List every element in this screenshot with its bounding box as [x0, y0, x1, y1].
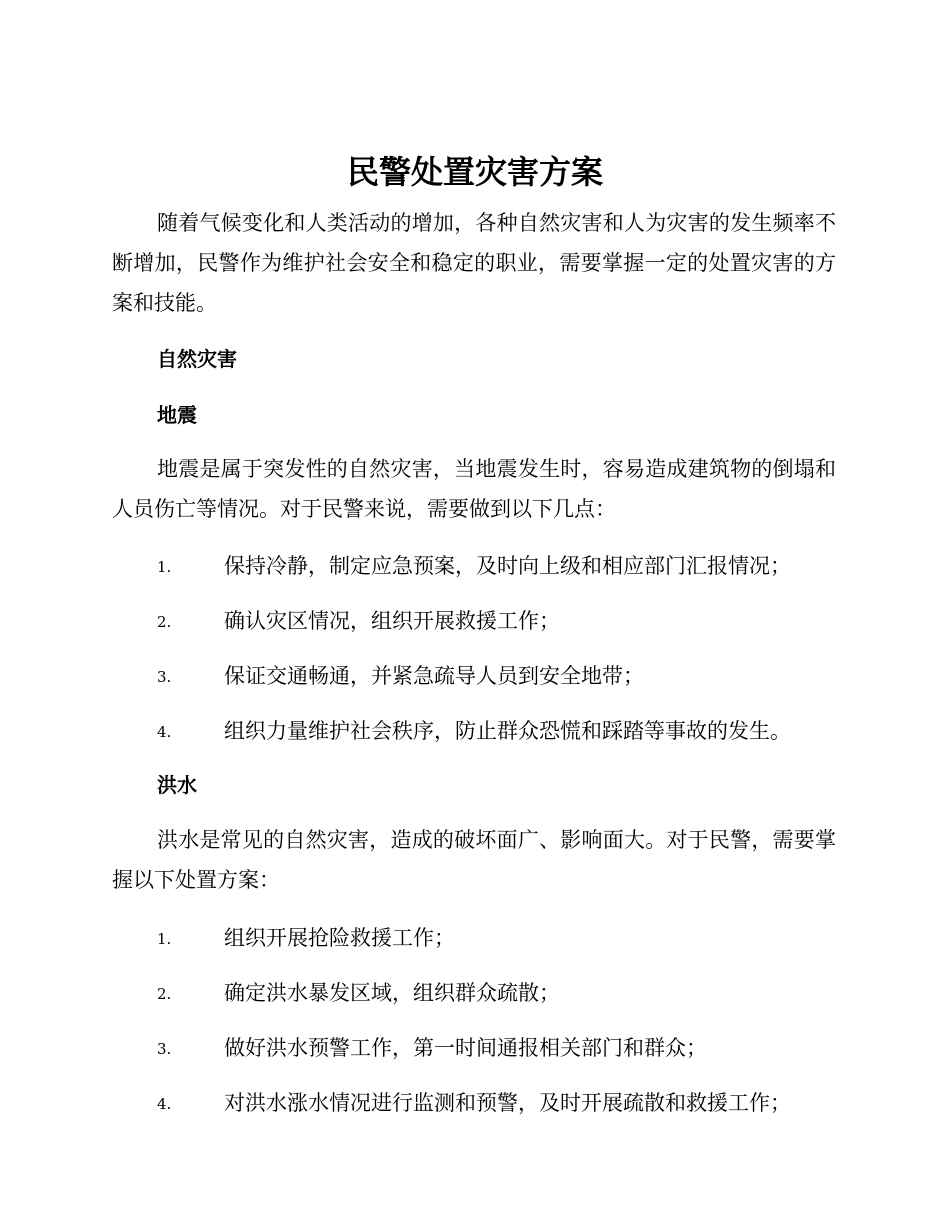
list-item-number: 3.	[157, 668, 172, 686]
subheading-flood: 洪水	[157, 773, 197, 797]
intro-paragraph: 随着气候变化和人类活动的增加，各种自然灾害和人为灾害的发生频率不断增加，民警作为维护社会安全和稳定的职业，需要掌握一定的处置灾害的方案和技能。	[112, 211, 836, 315]
list-item-number: 4.	[157, 723, 172, 741]
list-item-number: 2.	[157, 985, 172, 1003]
list-item-number: 1.	[157, 558, 172, 576]
list-item-text: 做好洪水预警工作，第一时间通报相关部门和群众；	[224, 1036, 707, 1060]
flood-list-item	[157, 1086, 857, 1120]
list-item-text: 组织开展抢险救援工作；	[224, 926, 455, 950]
list-item-text: 保证交通畅通，并紧急疏导人员到安全地带；	[224, 664, 644, 688]
section-heading-natural-disasters: 自然灾害	[157, 347, 237, 371]
list-item-text: 确认灾区情况，组织开展救援工作；	[224, 609, 560, 633]
flood-list-item	[157, 1031, 857, 1065]
list-item-text: 保持冷静，制定应急预案，及时向上级和相应部门汇报情况；	[224, 554, 791, 578]
list-item-number: 1.	[157, 930, 172, 948]
flood-list-item	[157, 921, 857, 955]
earthquake-list-item	[157, 604, 857, 638]
flood-paragraph: 洪水是常见的自然灾害，造成的破坏面广、影响面大。对于民警，需要掌握以下处置方案：	[112, 828, 836, 892]
earthquake-list-item	[157, 714, 857, 748]
list-item-text: 组织力量维护社会秩序，防止群众恐慌和踩踏等事故的发生。	[224, 719, 791, 743]
list-item-number: 2.	[157, 613, 172, 631]
list-item-number: 3.	[157, 1040, 172, 1058]
list-item-number: 4.	[157, 1095, 172, 1113]
subheading-earthquake: 地震	[157, 403, 197, 427]
earthquake-list-item	[157, 659, 857, 693]
document-title: 民警处置灾害方案	[346, 153, 603, 191]
list-item-text: 对洪水涨水情况进行监测和预警，及时开展疏散和救援工作；	[224, 1091, 791, 1115]
earthquake-list-item	[157, 549, 857, 583]
list-item-text: 确定洪水暴发区域，组织群众疏散；	[224, 981, 560, 1005]
flood-list-item	[157, 976, 857, 1010]
earthquake-paragraph: 地震是属于突发性的自然灾害，当地震发生时，容易造成建筑物的倒塌和人员伤亡等情况。对于民警来说，需要做到以下几点：	[112, 457, 836, 521]
